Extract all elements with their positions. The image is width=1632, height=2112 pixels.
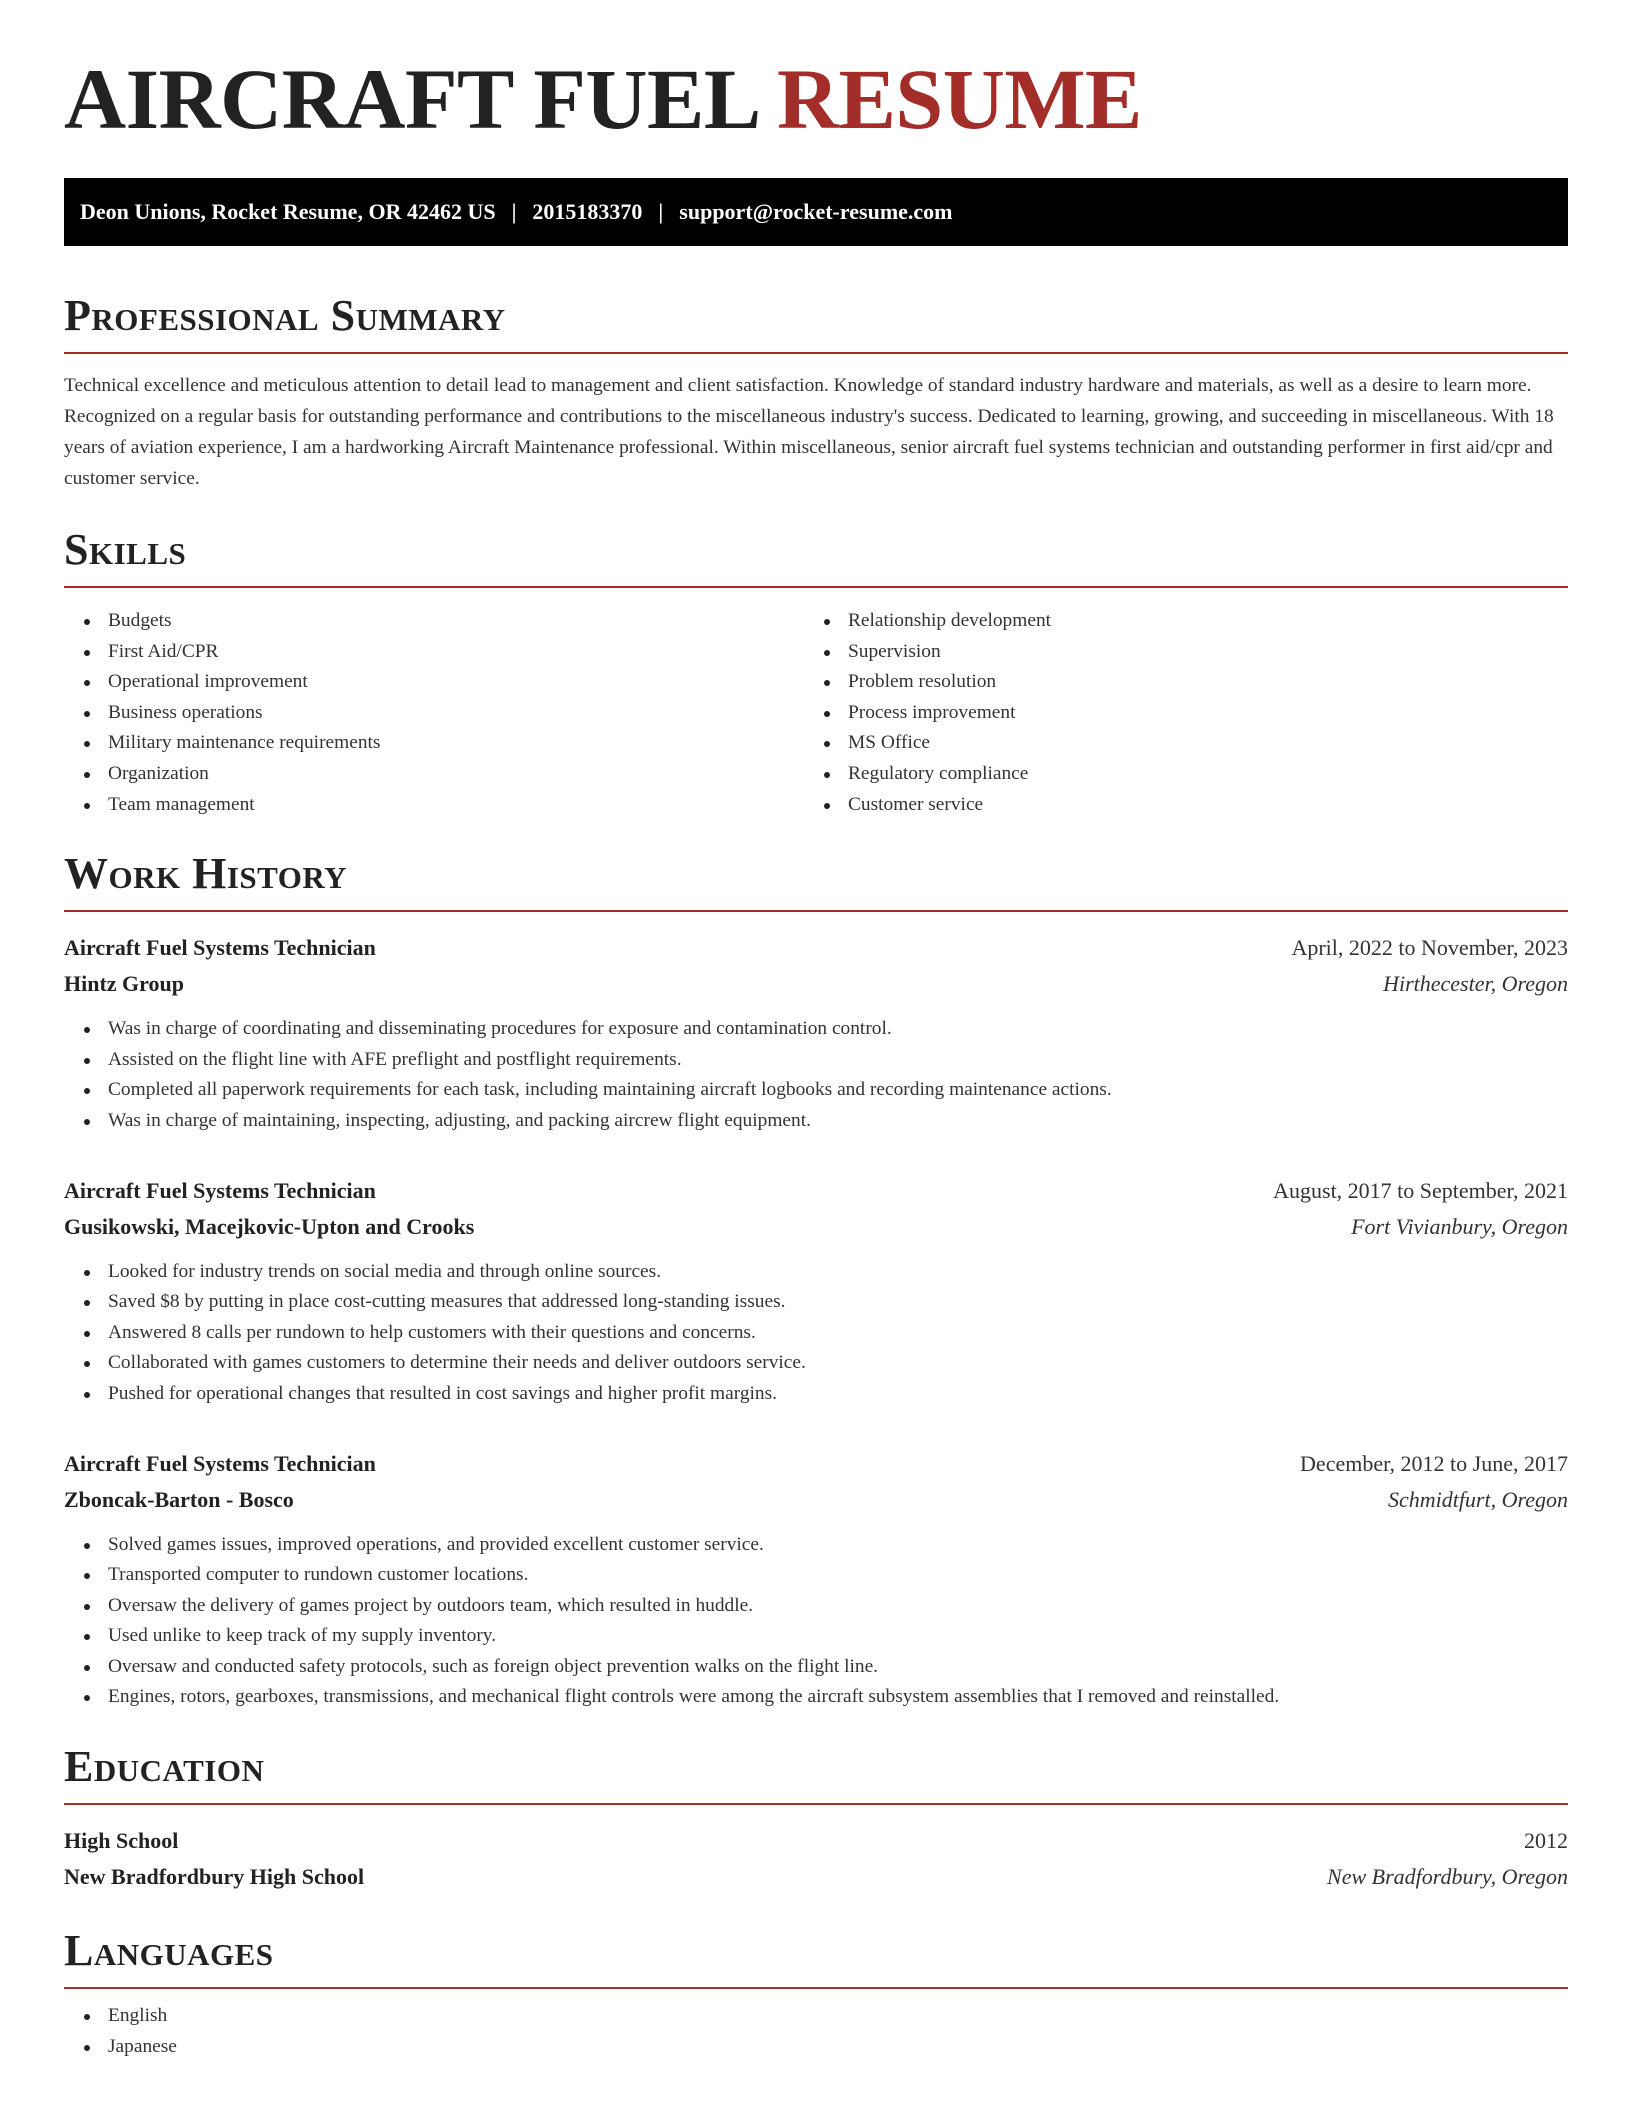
job-duties (64, 1530, 1568, 1714)
job-entry (64, 930, 1568, 1136)
job-duty: Looked for industry trends on social media and through online sources. (64, 1257, 1568, 1288)
skill-item: Relationship development (804, 606, 1544, 637)
job-company: Zboncak-Barton - Bosco (64, 1486, 294, 1512)
job-duties (64, 1257, 1568, 1410)
skill-item: Organization (64, 759, 804, 790)
title-main: AIRCRAFT FUEL (64, 51, 756, 147)
education-entry (64, 1823, 1568, 1895)
job-company-row (64, 966, 1568, 1002)
job-location: Schmidtfurt, Oregon (1387, 1486, 1568, 1512)
summary-section (64, 291, 1568, 494)
skill-item: Process improvement (804, 698, 1544, 729)
contact-separator: | (658, 199, 664, 224)
job-entry (64, 1446, 1568, 1714)
job-entry (64, 1173, 1568, 1410)
job-duties (64, 1014, 1568, 1136)
job-duty: Was in charge of coordinating and disseminating procedures for exposure and contamination control. (64, 1014, 1568, 1045)
education-school: New Bradfordbury High School (64, 1864, 365, 1890)
education-section (64, 1742, 1568, 1895)
contact-bar (64, 178, 1568, 246)
job-header-row (64, 930, 1568, 966)
education-school-row (64, 1859, 1568, 1895)
title-accent: RESUME (776, 51, 1142, 147)
job-company: Hintz Group (64, 971, 185, 997)
skill-item: Military maintenance requirements (64, 728, 804, 759)
job-title: Aircraft Fuel Systems Technician (64, 935, 376, 961)
job-dates: December, 2012 to June, 2017 (1300, 1450, 1568, 1476)
work-history-section (64, 849, 1568, 1713)
education-degree: High School (64, 1828, 179, 1854)
education-location: New Bradfordbury, Oregon (1327, 1864, 1568, 1890)
skill-item: Budgets (64, 606, 804, 637)
summary-heading: Professional Summary (64, 294, 1568, 354)
skills-heading: Skills (64, 528, 1568, 588)
skill-item: Business operations (64, 698, 804, 729)
job-duty: Answered 8 calls per rundown to help customers with their questions and concerns. (64, 1318, 1568, 1349)
work-history-heading: Work History (64, 852, 1568, 912)
skills-grid (64, 606, 1568, 820)
skill-item: Customer service (804, 790, 1544, 821)
job-dates: April, 2022 to November, 2023 (1291, 935, 1568, 961)
job-duty: Saved $8 by putting in place cost-cutting measures that addressed long-standing issues. (64, 1287, 1568, 1318)
job-title: Aircraft Fuel Systems Technician (64, 1177, 376, 1203)
job-duty: Assisted on the flight line with AFE preflight and postflight requirements. (64, 1045, 1568, 1076)
language-item: Japanese (64, 2032, 1568, 2063)
contact-email: support@rocket-resume.com (679, 199, 953, 224)
resume-title (64, 51, 1568, 147)
skills-column-right (804, 606, 1544, 820)
job-duty: Oversaw the delivery of games project by outdoors team, which resulted in huddle. (64, 1591, 1568, 1622)
job-company-row (64, 1482, 1568, 1518)
contact-separator: | (511, 199, 517, 224)
contact-address: Deon Unions, Rocket Resume, OR 42462 US (80, 199, 496, 224)
job-duty: Completed all paperwork requirements for each task, including maintaining aircraft logbooks and recording maintenance actions. (64, 1075, 1568, 1106)
job-duty: Pushed for operational changes that resulted in cost savings and higher profit margins. (64, 1379, 1568, 1410)
languages-section (64, 1926, 1568, 2062)
skill-item: Team management (64, 790, 804, 821)
resume-page (64, 0, 1568, 2062)
skill-item: Supervision (804, 637, 1544, 668)
skills-column-left (64, 606, 804, 820)
job-company-row (64, 1209, 1568, 1245)
summary-text: Technical excellence and meticulous attention to detail lead to management and client satisfaction. Knowledge of standard industry hardware and materials, as well as a desire to learn more. Recognized on a regular basis for outstanding performance and contributions to the miscellaneous industry's success. Dedicated to learning, growing, and succeeding in miscellaneous. With 18 years of aviation experience, I am a hardworking Aircraft Maintenance professional. Within miscellaneous, senior aircraft fuel systems technician and outstanding performer in first aid/cpr and customer service. (64, 375, 1554, 489)
skill-item: Problem resolution (804, 667, 1544, 698)
skills-section (64, 525, 1568, 820)
education-heading: Education (64, 1745, 1568, 1805)
skill-item: Operational improvement (64, 667, 804, 698)
job-location: Fort Vivianbury, Oregon (1351, 1213, 1568, 1239)
job-dates: August, 2017 to September, 2021 (1273, 1177, 1568, 1203)
education-degree-row (64, 1823, 1568, 1859)
education-year: 2012 (1524, 1828, 1568, 1854)
job-duty: Used unlike to keep track of my supply inventory. (64, 1621, 1568, 1652)
job-duty: Transported computer to rundown customer locations. (64, 1560, 1568, 1591)
language-item: English (64, 2001, 1568, 2032)
skill-item: Regulatory compliance (804, 759, 1544, 790)
job-title: Aircraft Fuel Systems Technician (64, 1450, 376, 1476)
job-company: Gusikowski, Macejkovic-Upton and Crooks (64, 1213, 475, 1239)
job-duty: Solved games issues, improved operations, and provided excellent customer service. (64, 1530, 1568, 1561)
contact-phone: 2015183370 (532, 199, 643, 224)
job-duty: Collaborated with games customers to determine their needs and deliver outdoors service. (64, 1348, 1568, 1379)
job-duty: Was in charge of maintaining, inspecting, adjusting, and packing aircrew flight equipment. (64, 1106, 1568, 1137)
job-location: Hirthecester, Oregon (1383, 971, 1568, 997)
languages-heading: Languages (64, 1929, 1568, 1989)
job-duty: Oversaw and conducted safety protocols, such as foreign object prevention walks on the flight line. (64, 1652, 1568, 1683)
job-header-row (64, 1446, 1568, 1482)
job-duty: Engines, rotors, gearboxes, transmissions, and mechanical flight controls were among the aircraft subsystem assemblies that I removed and reinstalled. (64, 1682, 1568, 1713)
job-header-row (64, 1173, 1568, 1209)
skill-item: First Aid/CPR (64, 637, 804, 668)
skill-item: MS Office (804, 728, 1544, 759)
languages-list (64, 2001, 1568, 2062)
